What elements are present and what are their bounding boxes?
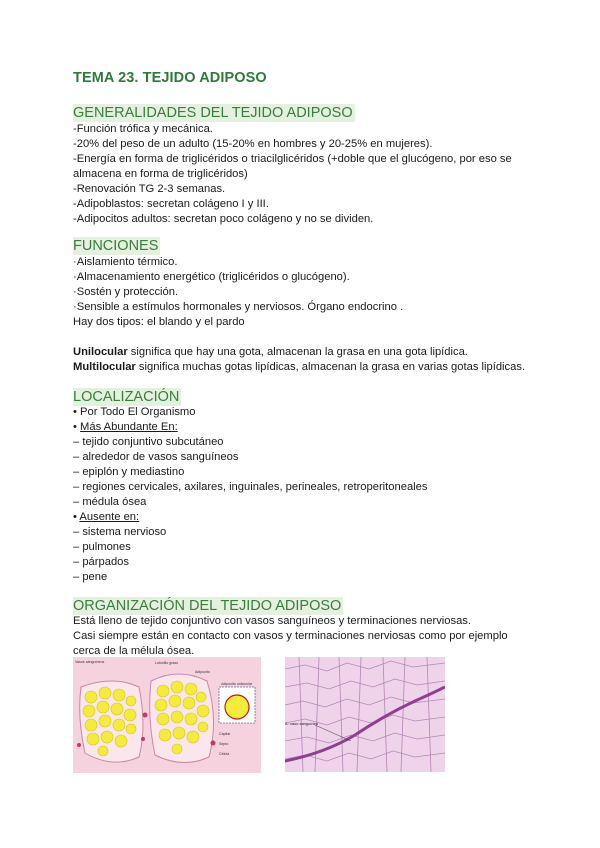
ausente-label: Ausente en: — [79, 511, 140, 523]
funciones-line: ·Almacenamiento energético (triglicéridos o glucógeno). — [73, 271, 350, 283]
multilocular-text: significa muchas gotas lipídicas, almacenan la grasa en varias gotas lipídicas. — [135, 361, 526, 373]
multilocular-definition — [73, 360, 525, 375]
funciones-line: ·Sostén y protección. — [73, 286, 179, 298]
organizacion-line: cerca de la mélula ósea. — [73, 645, 195, 657]
generalidades-line: -Energía en forma de triglicéridos o triacilglicéridos (+doble que el glucógeno, por eso se — [73, 153, 512, 165]
abundante-item: – epiplón y mediastino — [73, 466, 185, 478]
generalidades-line: -Adipoblastos: secretan colágeno I y III. — [73, 198, 269, 210]
generalidades-line: -Adipocitos adultos: secretan poco colágeno y no se dividen. — [73, 213, 374, 225]
label-septo: Septo — [219, 742, 229, 746]
adipose-diagram-figure — [73, 657, 261, 773]
funciones-line: ·Sensible a estímulos hormonales y nerviosos. Órgano endocrino . — [73, 301, 404, 313]
unilocular-definition — [73, 345, 468, 360]
localizacion-ausente — [73, 510, 139, 525]
micro-label: A: vaso sanguíneo — [285, 721, 319, 726]
heading-generalidades: GENERALIDADES DEL TEJIDO ADIPOSO — [73, 105, 353, 121]
ausente-item: – pulmones — [73, 541, 131, 553]
organizacion-line: Está lleno de tejido conjuntivo con vasos sanguíneos y terminaciones nerviosas. — [73, 615, 472, 627]
micrograph-figure — [285, 657, 445, 772]
multilocular-term: Multilocular — [73, 361, 136, 373]
generalidades-line: -Renovación TG 2-3 semanas. — [73, 183, 226, 195]
page-title: TEMA 23. TEJIDO ADIPOSO — [73, 70, 267, 86]
generalidades-line: almacena en forma de triglicéridos) — [73, 168, 248, 180]
ausente-item: – párpados — [73, 556, 129, 568]
localizacion-line: • Por Todo El Organismo — [73, 406, 196, 418]
heading-organizacion: ORGANIZACIÓN DEL TEJIDO ADIPOSO — [73, 598, 342, 614]
abundante-label: Más Abundante En: — [80, 421, 178, 433]
bullet: • — [73, 421, 81, 433]
unilocular-term: Unilocular — [73, 346, 128, 358]
bullet: • — [73, 511, 80, 523]
funciones-line: ·Aislamiento térmico. — [73, 256, 178, 268]
unilocular-text: significa que hay una gota, almacenan la grasa en una gota lipídica. — [127, 346, 468, 358]
ausente-item: – pene — [73, 571, 108, 583]
funciones-line: Hay dos tipos: el blando y el pardo — [73, 316, 245, 328]
abundante-item: – tejido conjuntivo subcutáneo — [73, 436, 224, 448]
organizacion-line: Casi siempre están en contacto con vasos y terminaciones nerviosas como por ejemplo — [73, 630, 508, 642]
label-inset: Adipocito unilocular — [221, 682, 253, 686]
abundante-item: – alrededor de vasos sanguíneos — [73, 451, 239, 463]
localizacion-abundante — [73, 420, 178, 435]
label-capilar: Capilar — [219, 732, 231, 736]
label-lobulo: Lobulillo graso — [155, 661, 179, 665]
label-adipocito: Adipocito — [195, 670, 210, 674]
label-vasos: Vasos sanguíneos — [75, 660, 105, 664]
abundante-item: – médula ósea — [73, 496, 147, 508]
label-celula: Célula — [219, 752, 230, 756]
heading-localizacion: LOCALIZACIÓN — [73, 389, 180, 405]
abundante-item: – regiones cervicales, axilares, inguinales, perineales, retroperitoneales — [73, 481, 428, 493]
heading-funciones: FUNCIONES — [73, 238, 159, 254]
inset-adipocyte — [225, 695, 249, 719]
generalidades-line: -20% del peso de un adulto (15-20% en hombres y 20-25% en mujeres). — [73, 138, 433, 150]
generalidades-line: -Función trófica y mecánica. — [73, 123, 213, 135]
ausente-item: – sistema nervioso — [73, 526, 167, 538]
